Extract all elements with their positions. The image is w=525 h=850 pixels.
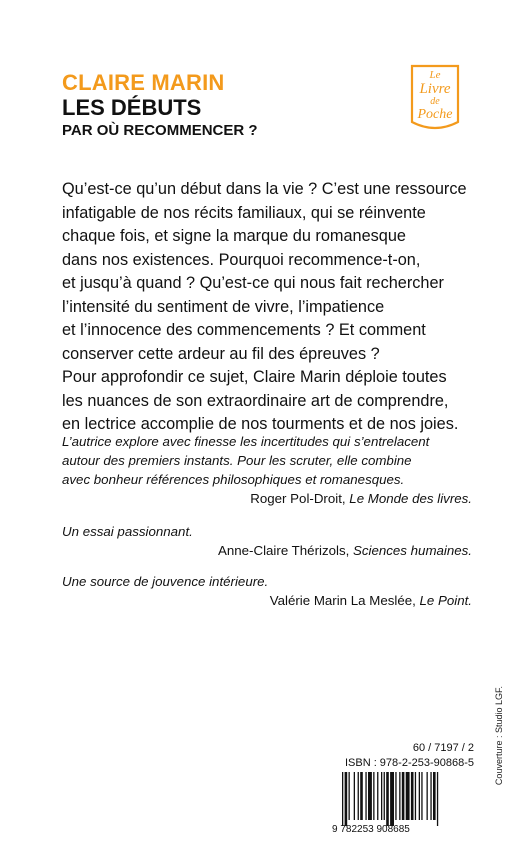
logo-text-le: Le: [429, 69, 441, 81]
barcode-bar: [421, 772, 422, 820]
quote-publication: Sciences humaines.: [353, 543, 472, 558]
barcode-bar: [386, 772, 389, 826]
barcode-bar: [349, 772, 350, 820]
blurb-line: chaque fois, et signe la marque du romanesque: [62, 227, 406, 245]
quote-author: Roger Pol-Droit,: [250, 491, 350, 506]
barcode-bar: [358, 772, 359, 820]
barcode-bar: [419, 772, 420, 820]
barcode-bar: [437, 772, 438, 826]
barcode-bar: [360, 772, 363, 820]
press-quote: [62, 432, 472, 508]
barcode-bar: [390, 772, 394, 826]
logo-text-de: de: [430, 96, 440, 107]
barcode-bar: [406, 772, 410, 820]
cover-credit: Couverture : Studio LGF.: [494, 686, 504, 786]
isbn-number: ISBN : 978-2-253-90868-5: [344, 757, 474, 769]
blurb-line: infatigable de nos récits familiaux, qui se réinvente: [62, 203, 426, 222]
barcode-digits: 9 782253 908685: [332, 824, 410, 834]
barcode-bar: [415, 772, 416, 820]
barcode-bar: [373, 772, 374, 820]
barcode-bar: [384, 772, 385, 820]
barcode-graphic: [330, 772, 476, 834]
barcode-bar: [430, 772, 431, 820]
logo-text-poche: Poche: [417, 107, 453, 122]
back-cover-blurb: [62, 178, 472, 437]
blurb-line: et l’innocence des commencements ? Et comment: [62, 321, 426, 339]
quote-line: autour des premiers instants. Pour les scruter, elle combine: [62, 453, 412, 468]
barcode-bar: [427, 772, 428, 820]
barcode: [330, 772, 476, 834]
barcode-bar: [399, 772, 400, 820]
barcode-bar: [433, 772, 436, 820]
book-title: LES DÉBUTS: [62, 95, 202, 120]
blurb-line: Qu’est-ce qu’un début dans la vie ? C’est une ressource: [62, 180, 467, 198]
quote-line: avec bonheur références philosophiques et romanesques.: [62, 472, 405, 487]
barcode-bar: [368, 772, 372, 820]
quote-source: [62, 541, 472, 560]
press-quote: [62, 522, 472, 560]
quote-line: Un essai passionnant.: [62, 524, 193, 539]
quote-author: Anne-Claire Thérizols,: [218, 543, 353, 558]
barcode-bar: [411, 772, 414, 820]
press-quote: [62, 572, 472, 610]
quote-line: L’autrice explore avec finesse les incertitudes qui s’entrelacent: [62, 434, 430, 449]
author-name: CLAIRE MARIN: [62, 70, 225, 95]
blurb-line: les nuances de son extraordinaire art de comprendre,: [62, 391, 449, 410]
quote-publication: Le Monde des livres.: [349, 491, 472, 506]
barcode-bar: [395, 772, 396, 820]
quote-author: Valérie Marin La Meslée,: [269, 593, 420, 608]
quote-line: Une source de jouvence intérieure.: [62, 574, 269, 589]
blurb-line: l’intensité du sentiment de vivre, l’impatience: [62, 297, 385, 316]
blurb-line: et jusqu’à quand ? Qu’est-ce qui nous fait rechercher: [62, 274, 444, 292]
livre-de-poche-logo: [408, 64, 462, 130]
book-subtitle: PAR OÙ RECOMMENCER ?: [62, 122, 258, 139]
logo-text-livre: Livre: [419, 81, 451, 97]
catalog-number: 60 / 7197 / 2: [412, 742, 474, 754]
barcode-bar: [377, 772, 378, 820]
quote-source: [62, 489, 472, 508]
barcode-bar: [354, 772, 355, 820]
barcode-bar: [381, 772, 382, 820]
quote-publication: Le Point.: [419, 593, 472, 608]
blurb-line: en lectrice accomplie de nos tourments et de nos joies.: [62, 415, 459, 433]
barcode-bar: [342, 772, 343, 826]
blurb-line: dans nos existences. Pourquoi recommence-t-on,: [62, 250, 421, 269]
barcode-bar: [402, 772, 405, 820]
blurb-line: conserver cette ardeur au fil des épreuves ?: [62, 344, 380, 363]
barcode-bar: [365, 772, 366, 820]
blurb-line: Pour approfondir ce sujet, Claire Marin déploie toutes: [62, 368, 447, 386]
barcode-bar: [345, 772, 348, 826]
quote-source: [62, 591, 472, 610]
